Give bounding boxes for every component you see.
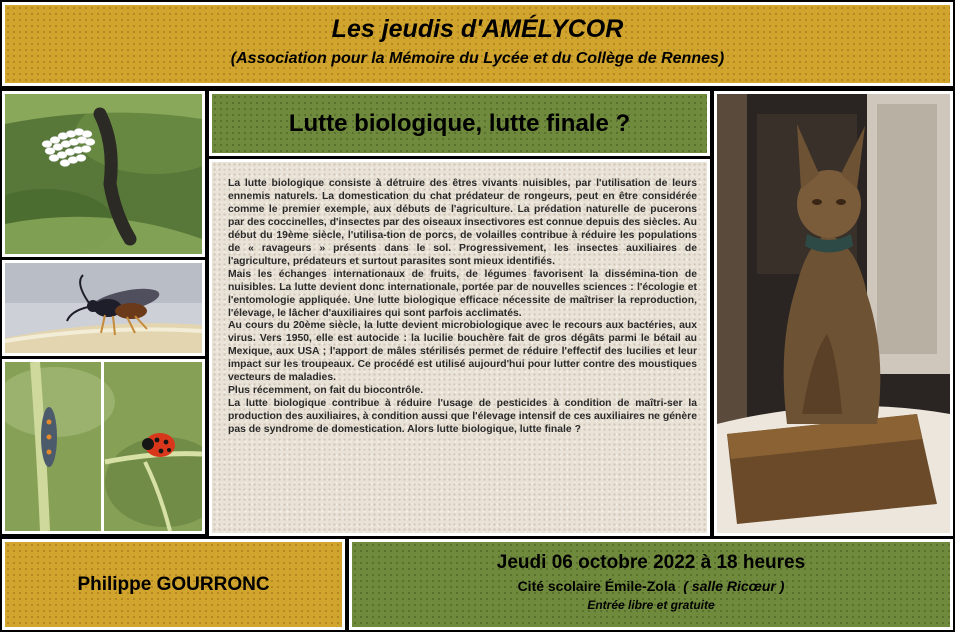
event-room: ( salle Ricœur ) xyxy=(683,578,785,594)
abstract-paragraph: La lutte biologique consiste à détruire des êtres vivants nuisibles, par l'utilisation de leurs ennemis naturels. La domestication du chat prédateur de rongeurs, peut en être considérée comme le premier exemple, aux débuts de l'agriculture. La prédation naturelle de pucerons par des coccinelles, d'insectes par des oiseaux insectivores est connue depuis des siècles. Au début du 19ème siècle, l'utilisa-tion de porcs, de volailles contribue à réduire les populations de « ravageurs » présents dans le sol. Progressivement, les insectes auxiliaires de l'agriculture, prédateurs et surtout parasites sont mieux identifiés. xyxy=(228,178,697,267)
event-venue: Cité scolaire Émile-Zola xyxy=(517,578,676,594)
speaker-name: Philippe GOURRONC xyxy=(77,574,270,595)
event-series-title: Les jeudis d'AMÉLYCOR xyxy=(331,15,624,43)
abstract-text-block xyxy=(209,159,710,536)
event-date: Jeudi 06 octobre 2022 à 18 heures xyxy=(496,552,806,573)
bastet-cat-statue-photo xyxy=(714,91,953,536)
abstract-paragraph: Mais les échanges internationaux de fruits, de légumes favorisent la dissémina-tion de nuisibles. La lutte devient donc internationale, portée par de nouvelles sciences : l'écologie et l'entomologie appliquée. Une lutte biologique efficace nécessite de maîtriser la reproduction, l'élevage, le lâcher d'auxiliaires qui sont parfois acclimatés. xyxy=(228,268,697,319)
ladybug-larva-photo xyxy=(2,359,205,534)
event-details-banner xyxy=(349,539,953,630)
talk-title: Lutte biologique, lutte finale ? xyxy=(288,110,631,137)
speaker-banner xyxy=(2,539,345,630)
talk-title-banner xyxy=(209,91,710,156)
entry-info: Entrée libre et gratuite xyxy=(587,598,715,612)
header-banner xyxy=(2,2,953,86)
parasitoid-wasp-photo xyxy=(2,260,205,356)
caterpillar-parasitized-photo xyxy=(2,91,205,257)
association-subtitle: (Association pour la Mémoire du Lycée et du Collège de Rennes) xyxy=(230,50,725,67)
abstract-paragraph: Au cours du 20ème siècle, la lutte devient microbiologique avec le recours aux bactéries, aux virus. Vers 1950, elle est autocide : la lucilie bouchère fait de gros dégâts parmi le bétail au Mexique, aux USA ; l'apport de mâles stérilisés permet de réduire l'effectif des lucilies et leur impact sur les troupeaux. Ce procédé est utilisé aujourd'hui pour lutter contre des moustiques vecteurs de maladies. xyxy=(228,320,697,384)
event-venue-line xyxy=(352,578,950,594)
abstract-paragraph: Plus récemment, on fait du biocontrôle. xyxy=(228,385,424,397)
abstract-paragraph: La lutte biologique contribue à réduire l'usage de pesticides à condition de maîtri-ser la production des auxiliaires, à condition aussi que l'élevage intensif de ces auxiliaires ne génère pas de syndrome de domestication. Alors lutte biologique, lutte finale ? xyxy=(228,398,697,436)
